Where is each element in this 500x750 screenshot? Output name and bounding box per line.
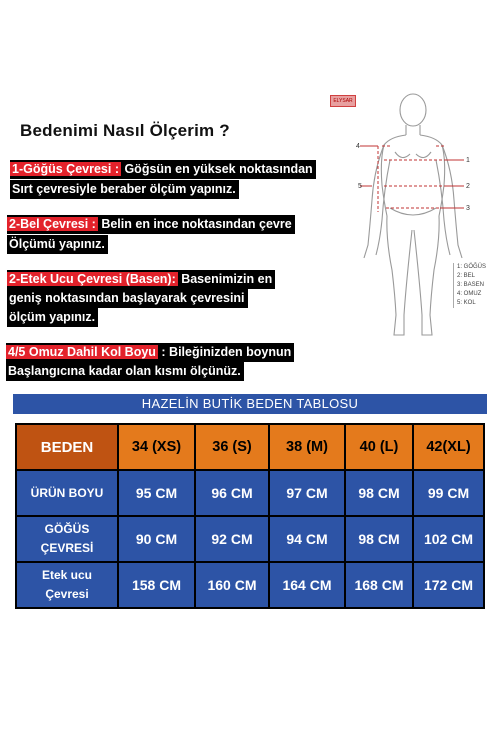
- table-header-row: [17, 425, 483, 469]
- table-row: [17, 471, 483, 515]
- instruction-1-text: Göğsün en yüksek noktasından: [120, 162, 313, 176]
- instruction-4-text: : Bileğinizden boynun: [157, 345, 292, 359]
- size-header: 42(XL): [414, 425, 483, 469]
- instruction-3-text2: geniş noktasından başlayarak çevresini: [9, 291, 245, 305]
- table-cell: 92 CM: [196, 517, 268, 561]
- legend-item: 2: BEL: [457, 273, 476, 279]
- table-cell: 99 CM: [414, 471, 483, 515]
- row-label-line: Etek ucu: [41, 568, 92, 582]
- instruction-4-line2: [6, 362, 244, 381]
- instruction-2-line2: [7, 235, 108, 254]
- size-header: 36 (S): [196, 425, 268, 469]
- table-row: [17, 563, 483, 607]
- figure-legend: [453, 263, 486, 308]
- table-cell: 97 CM: [270, 471, 344, 515]
- size-header: 40 (L): [346, 425, 412, 469]
- instruction-3-text: Basenimizin en: [177, 272, 273, 286]
- figure-number-4: 4: [356, 143, 360, 150]
- instruction-2-line1: [7, 215, 295, 234]
- legend-item: 5: KOL: [457, 300, 476, 306]
- figure-number-5: 5: [358, 183, 362, 190]
- legend-item: 1: GÖĞÜS: [457, 264, 487, 270]
- instruction-2-text: Belin en ince noktasından çevre: [97, 217, 292, 231]
- row-label-line: ÇEVRESİ: [40, 541, 94, 555]
- table-cell: 172 CM: [414, 563, 483, 607]
- instruction-2-text2: Ölçümü yapınız.: [9, 237, 105, 251]
- table-cell: 164 CM: [270, 563, 344, 607]
- instruction-4-text2: Başlangıcına kadar olan kısmı ölçünüz.: [8, 364, 241, 378]
- size-table-banner: HAZELİN BUTİK BEDEN TABLOSU: [13, 394, 487, 414]
- legend-item: 4: OMUZ: [457, 291, 482, 297]
- row-label-line: GÖĞÜS: [44, 522, 90, 536]
- table-cell: 158 CM: [119, 563, 194, 607]
- measurement-lines: [360, 146, 464, 212]
- page-title: Bedenimi Nasıl Ölçerim ?: [20, 121, 230, 140]
- legend-item: 3: BASEN: [457, 282, 485, 288]
- instruction-2-label: 2-Bel Çevresi :: [9, 217, 96, 231]
- instruction-1-label: 1-Göğüs Çevresi :: [12, 162, 119, 176]
- row-label: [17, 471, 117, 515]
- table-cell: 168 CM: [346, 563, 412, 607]
- instruction-1-line2: [10, 180, 239, 199]
- size-header: 38 (M): [270, 425, 344, 469]
- instruction-4-label: 4/5 Omuz Dahil Kol Boyu: [8, 345, 156, 359]
- figure-number-3: 3: [466, 205, 470, 212]
- instruction-3-line2: [7, 289, 248, 308]
- table-row: [17, 517, 483, 561]
- table-cell: 160 CM: [196, 563, 268, 607]
- figure-number-2: 2: [466, 183, 470, 190]
- table-cell: 95 CM: [119, 471, 194, 515]
- instruction-3-line1: [7, 270, 275, 289]
- row-label-line: ÜRÜN BOYU: [30, 485, 104, 500]
- size-header: 34 (XS): [119, 425, 194, 469]
- table-cell: 102 CM: [414, 517, 483, 561]
- header-label: BEDEN: [17, 425, 117, 469]
- instruction-1-line1: [10, 160, 316, 179]
- instruction-4-line1: [6, 343, 294, 362]
- table-cell: 90 CM: [119, 517, 194, 561]
- instruction-1-text2: Sırt çevresiyle beraber ölçüm yapınız.: [12, 182, 236, 196]
- body-outline: [364, 94, 462, 335]
- table-cell: 96 CM: [196, 471, 268, 515]
- figure-number-1: 1: [466, 157, 470, 164]
- brand-tag: ELYSAR: [330, 95, 356, 107]
- row-label-line: Çevresi: [45, 587, 89, 601]
- table-cell: 94 CM: [270, 517, 344, 561]
- table-cell: 98 CM: [346, 471, 412, 515]
- row-label: [17, 517, 117, 561]
- table-cell: 98 CM: [346, 517, 412, 561]
- instruction-3-line3: [7, 308, 98, 327]
- instruction-3-label: 2-Etek Ucu Çevresi (Basen):: [9, 272, 176, 286]
- size-table: [15, 423, 485, 609]
- instruction-3-text3: ölçüm yapınız.: [9, 310, 96, 324]
- row-label: [17, 563, 117, 607]
